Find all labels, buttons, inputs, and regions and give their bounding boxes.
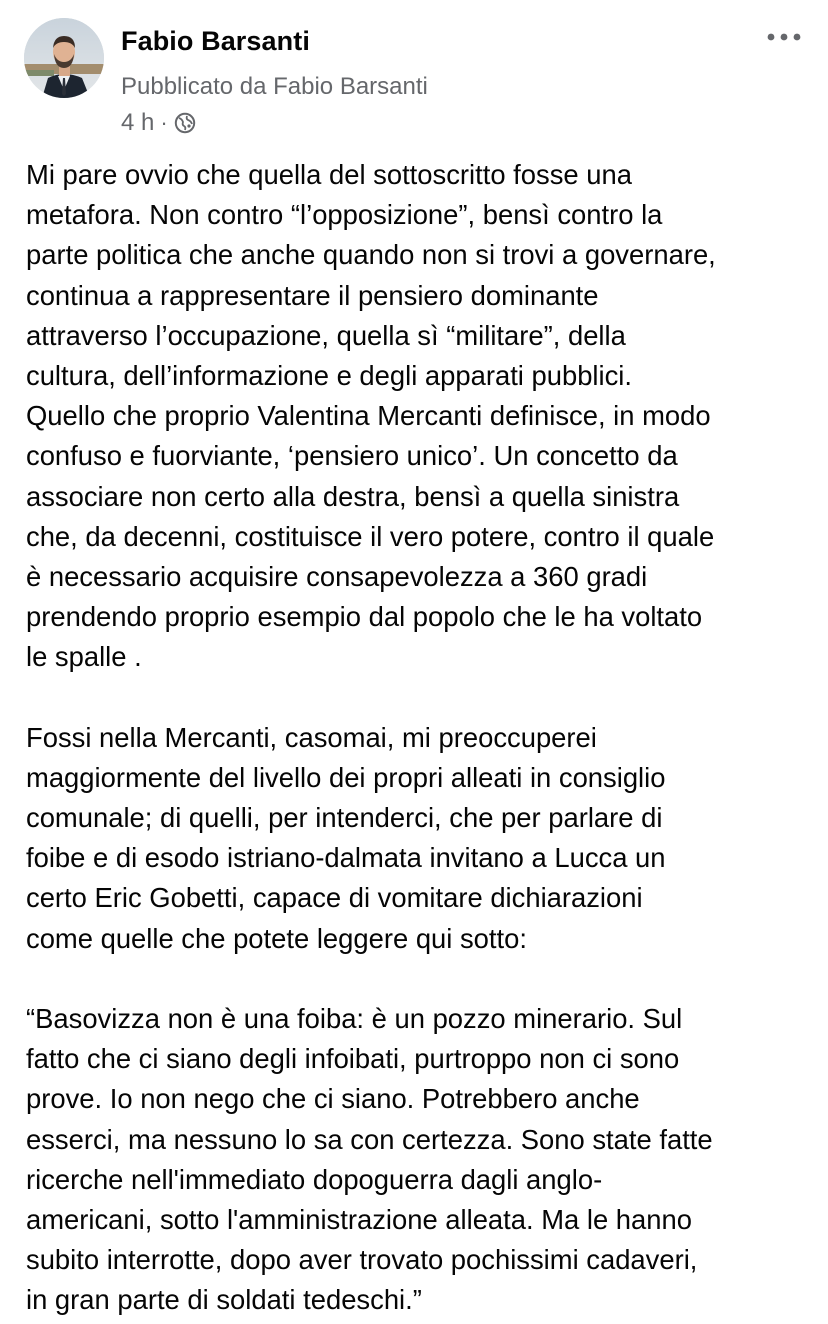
post-text-line: “Basovizza non è una foiba: è un pozzo minerario. Sul xyxy=(26,1002,683,1034)
post-text-line: è necessario acquisire consapevolezza a 360 gradi xyxy=(26,560,648,592)
meta-separator: · xyxy=(160,110,168,135)
author-name[interactable]: Fabio Barsanti xyxy=(121,26,310,56)
post-text-line: americani, sotto l'amministrazione alleata. Ma le hanno xyxy=(26,1203,692,1235)
post-text-line: che, da decenni, costituisce il vero potere, contro il quale xyxy=(26,520,715,552)
post-text-line: prendendo proprio esempio dal popolo che le ha voltato xyxy=(26,601,703,633)
paragraph-gap xyxy=(26,677,816,717)
more-options-button[interactable] xyxy=(764,22,804,52)
post-timestamp[interactable]: 4 h xyxy=(121,109,155,136)
post-text-line: confuso e fuorviante, ‘pensiero unico’. Un concetto da xyxy=(26,440,678,472)
post-paragraph xyxy=(26,155,816,677)
avatar-photo xyxy=(24,18,104,98)
post-meta xyxy=(121,109,196,137)
post-text-line: in gran parte di soldati tedeschi.” xyxy=(26,1284,422,1316)
post-header xyxy=(0,0,828,150)
globe-icon[interactable] xyxy=(174,112,196,134)
post-text-line: Fossi nella Mercanti, casomai, mi preoccuperei xyxy=(26,721,597,753)
post-text-line: Mi pare ovvio che quella del sottoscritto fosse una xyxy=(26,159,632,190)
post-text-line: esserci, ma nessuno lo sa con certezza. Sono state fatte xyxy=(26,1123,713,1155)
post-paragraph xyxy=(26,718,816,959)
post-text-line: certo Eric Gobetti, capace di vomitare dichiarazioni xyxy=(26,882,643,914)
post-text-line: le spalle . xyxy=(26,641,142,673)
post-paragraph xyxy=(26,999,816,1321)
post-text-line: ricerche nell'immediato dopoguerra dagli anglo- xyxy=(26,1163,603,1195)
paragraph-gap xyxy=(26,959,816,999)
more-dots-icon xyxy=(767,33,801,41)
post-text-line: come quelle che potete leggere qui sotto: xyxy=(26,922,527,954)
post-text-line: subito interrotte, dopo aver trovato pochissimi cadaveri, xyxy=(26,1244,698,1276)
post-text-line: foibe e di esodo istriano-dalmata invitano a Lucca un xyxy=(26,842,666,874)
post-text-line: cultura, dell’informazione e degli apparati pubblici. xyxy=(26,359,632,391)
avatar[interactable] xyxy=(24,18,104,98)
post-text xyxy=(26,155,816,1320)
post-text-line: comunale; di quelli, per intenderci, che per parlare di xyxy=(26,802,663,833)
post-text-line: associare non certo alla destra, bensì a quella sinistra xyxy=(26,480,680,512)
post-text-line: continua a rappresentare il pensiero dominante xyxy=(26,279,599,311)
post-text-line: attraverso l’occupazione, quella sì “militare”, della xyxy=(26,319,626,351)
post-text-line: prove. Io non nego che ci siano. Potrebbero anche xyxy=(26,1083,640,1115)
post-text-line: parte politica che anche quando non si trovi a governare, xyxy=(26,239,716,271)
post-text-line: Quello che proprio Valentina Mercanti definisce, in modo xyxy=(26,400,711,432)
post-text-line: fatto che ci siano degli infoibati, purtroppo non ci sono xyxy=(26,1043,680,1075)
post-text-line: metafora. Non contro “l’opposizione”, bensì contro la xyxy=(26,199,663,231)
post-text-line: maggiormente del livello dei propri alleati in consiglio xyxy=(26,761,666,793)
published-by-label: Pubblicato da Fabio Barsanti xyxy=(121,73,428,100)
